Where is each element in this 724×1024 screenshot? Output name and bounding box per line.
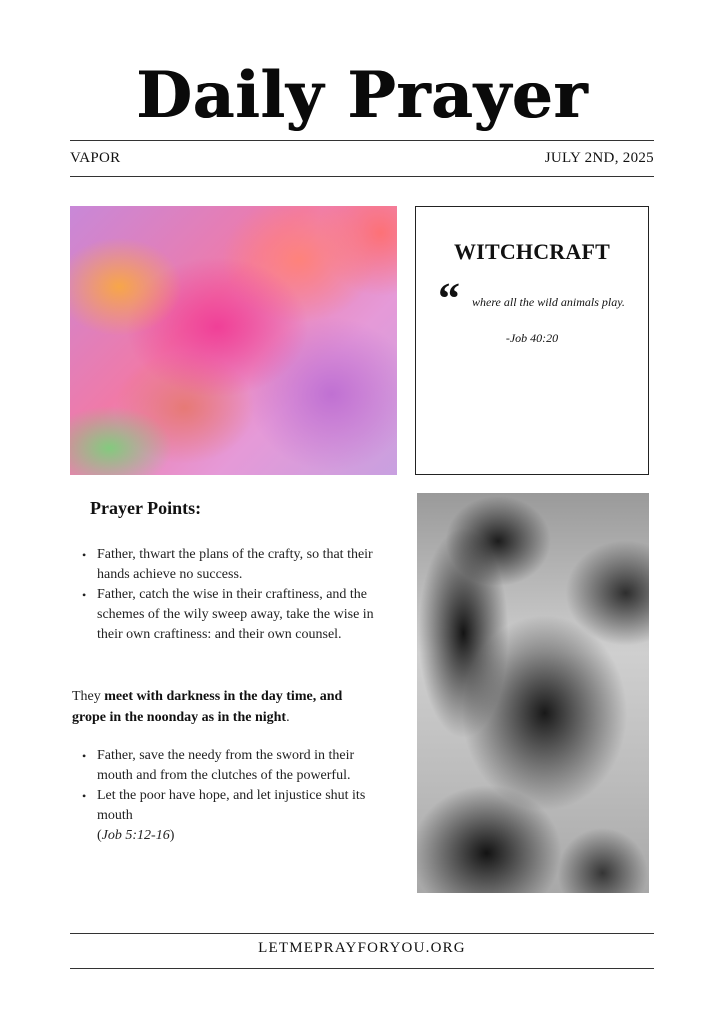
quote-box: [415, 206, 649, 475]
list-item: [82, 585, 382, 645]
issue-date: JULY 2ND, 2025: [544, 150, 654, 166]
black-smoke-image: [417, 493, 649, 893]
list-item: [82, 545, 382, 585]
scripture-reference: Job 5:12-16: [101, 828, 170, 843]
list-item-text: Father, thwart the plans of the crafty, so that their hands achieve no success.: [97, 547, 373, 582]
prayer-points-heading: Prayer Points:: [90, 498, 202, 518]
quote-heading: WITCHCRAFT: [453, 239, 610, 264]
paragraph-suffix: .: [286, 710, 290, 725]
paragraph-prefix: They: [72, 689, 105, 704]
footer-bottom-rule: [70, 968, 654, 969]
header-bottom-rule: [70, 176, 654, 177]
list-item: [82, 786, 372, 846]
scripture-paragraph: [72, 686, 372, 728]
meta-label: VAPOR: [70, 150, 121, 166]
list-item-text: Father, catch the wise in their craftiness, and the schemes of the wily sweep away, take the wise in their own craftiness: and their own counsel.: [97, 587, 374, 642]
page-title: Daily Prayer: [136, 58, 588, 133]
reference-open: (: [97, 828, 102, 843]
reference-close: ): [169, 828, 175, 843]
footer-top-rule: [70, 933, 654, 934]
quote-text: where all the wild animals play.: [472, 295, 625, 309]
prayer-points-list: [82, 545, 382, 645]
footer-url: LETMEPRAYFORYOU.ORG: [258, 940, 466, 956]
list-item-text: Let the poor have hope, and let injustice shut its mouth: [97, 788, 366, 823]
quote-reference: -Job 40:20: [505, 331, 559, 345]
list-item: [82, 746, 372, 786]
prayer-points-list-2: [82, 746, 372, 846]
quote-mark-icon: “: [438, 274, 460, 323]
bullet-icon: •: [82, 588, 87, 602]
bullet-icon: •: [82, 749, 87, 763]
bullet-icon: •: [82, 789, 87, 803]
paragraph-bold: meet with darkness in the day time, and grope in the noonday as in the night: [72, 689, 343, 725]
list-item-text: Father, save the needy from the sword in their mouth and from the clutches of the powerful.: [97, 748, 355, 783]
header-top-rule: [70, 140, 654, 141]
bullet-icon: •: [82, 548, 87, 562]
colorful-smoke-image: [70, 206, 397, 475]
